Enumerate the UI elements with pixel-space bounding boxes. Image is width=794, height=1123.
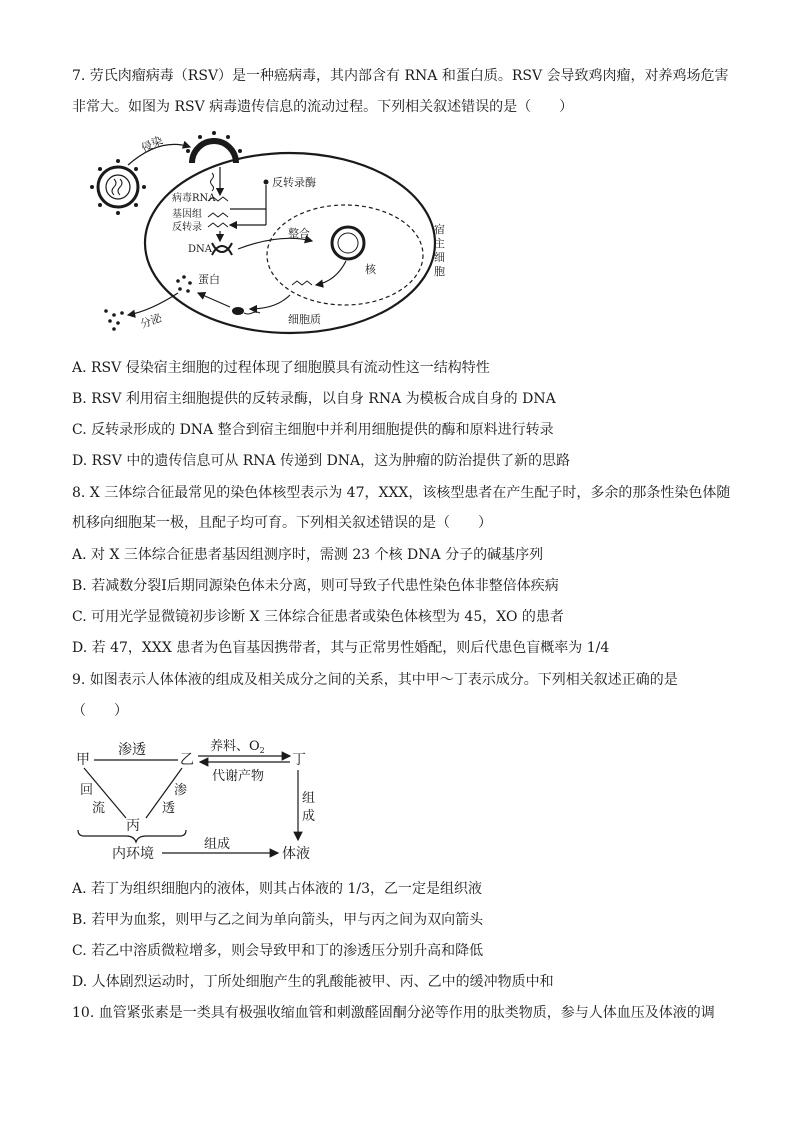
rsv-diagram — [80, 125, 460, 340]
q7-option-b: B. RSV 利用宿主细胞提供的反转录酶，以自身 RNA 为模板合成自身的 DNA — [72, 391, 556, 407]
protein-label: 蛋白 — [198, 273, 220, 286]
q7-option-c: C. 反转录形成的 DNA 整合到宿主细胞中并利用细胞提供的酶和原料进行转录 — [72, 422, 554, 438]
zu-label: 组 — [302, 791, 316, 806]
q10-stem-line1: 10. 血管紧张素是一类具有极强收缩血管和刺激醛固酮分泌等作用的肽类物质，参与人体血压及体液的调 — [72, 1005, 715, 1021]
ding-label: 丁 — [292, 752, 306, 768]
q9-option-c: C. 若乙中溶质微粒增多，则会导致甲和丁的渗透压分别升高和降低 — [72, 943, 484, 959]
nutrients-label: 养料、$O_2$ — [210, 739, 265, 755]
fusing-virus-icon — [186, 131, 242, 163]
q8-option-a: A. 对 X 三体综合征患者基因组测序时，需测 23 个核 DNA 分子的碱基序列 — [72, 547, 544, 563]
host-label-2: 主 — [434, 237, 445, 250]
q8-stem-line1: 8. X 三体综合征最常见的染色体核型表示为 47，XXX，该核型患者在产生配子时，多余的那条性染色体随 — [72, 485, 731, 501]
q7-option-a: A. RSV 侵染宿主细胞的过程体现了细胞膜具有流动性这一结构特性 — [72, 360, 490, 376]
genome-label: 基因组 — [172, 209, 202, 220]
body-fluid-diagram — [70, 730, 330, 865]
dna-label: DNA — [188, 244, 212, 255]
q9-option-b: B. 若甲为血浆，则甲与乙之间为单向箭头，甲与丙之间为双向箭头 — [72, 912, 484, 928]
compose-label: 组成 — [204, 837, 231, 852]
free-virus-icon — [90, 159, 146, 215]
cheng-label: 成 — [302, 809, 316, 824]
reverse-transcriptase-label: 反转录酶 — [272, 176, 316, 189]
reverse-label: 反转录 — [172, 222, 202, 233]
q8-option-d: D. 若 47，XXX 患者为色盲基因携带者，其与正常男性婚配，则后代患色盲概率为 1/4 — [72, 640, 610, 656]
cytoplasm-label: 细胞质 — [288, 313, 321, 326]
osmosis-top-label: 渗透 — [118, 742, 146, 758]
secreted-dots-icon — [104, 309, 124, 331]
host-label-1: 宿 — [434, 223, 445, 236]
protein-dots-icon — [176, 275, 192, 293]
integrate-label: 整合 — [288, 227, 310, 240]
nucleus-label: 核 — [365, 263, 376, 276]
dna-helix-icon — [212, 243, 232, 255]
shen-label: 渗 — [174, 783, 188, 798]
internal-env-label: 内环境 — [112, 846, 154, 862]
q9-option-a: A. 若丁为组织细胞内的液体，则其占体液的 1/3，乙一定是组织液 — [72, 881, 482, 897]
host-label-3: 细 — [434, 251, 445, 264]
liu-label: 流 — [92, 801, 106, 816]
q9-stem-line2: （ ） — [72, 703, 128, 719]
ribosome-icon — [232, 307, 260, 315]
hui-label: 回 — [80, 783, 94, 798]
jia-label: 甲 — [76, 752, 90, 768]
q8-option-c: C. 可用光学显微镜初步诊断 X 三体综合征患者或染色体核型为 45，XO 的患者 — [72, 609, 564, 625]
infect-label: 侵染 — [139, 133, 165, 155]
secrete-label: 分泌 — [138, 311, 164, 331]
q9-option-d: D. 人体剧烈运动时，丁所处细胞产生的乳酸能被甲、丙、乙中的缓冲物质中和 — [72, 974, 554, 990]
body-fluid-label: 体液 — [282, 846, 310, 862]
q7-stem-line1: 7. 劳氏肉瘤病毒（RSV）是一种癌病毒，其内部含有 RNA 和蛋白质。RSV 会导致鸡肉瘤，对养鸡场危害 — [72, 68, 729, 84]
q8-stem-line2: 机移向细胞某一极，且配子均可育。下列相关叙述错误的是（ ） — [72, 515, 492, 531]
tou-label: 透 — [162, 801, 176, 816]
nucleus — [267, 205, 423, 305]
host-label-4: 胞 — [434, 265, 445, 278]
metabolites-label: 代谢产物 — [212, 769, 265, 784]
yi-label: 乙 — [180, 752, 194, 768]
q7-stem-line2: 非常大。如图为 RSV 病毒遗传信息的流动过程。下列相关叙述错误的是（ ） — [72, 99, 574, 115]
q8-option-b: B. 若减数分裂Ⅰ后期同源染色体未分离，则可导致子代患性染色体非整倍体疾病 — [72, 578, 559, 594]
viral-rna-label: 病毒RNA — [172, 193, 216, 204]
q9-stem-line1: 9. 如图表示人体体液的组成及相关成分之间的关系，其中甲～丁表示成分。下列相关叙述正确的是 — [72, 672, 678, 688]
bing-label: 丙 — [126, 818, 140, 834]
q7-option-d: D. RSV 中的遗传信息可从 RNA 传递到 DNA，这为肿瘤的防治提供了新的思路 — [72, 453, 571, 469]
